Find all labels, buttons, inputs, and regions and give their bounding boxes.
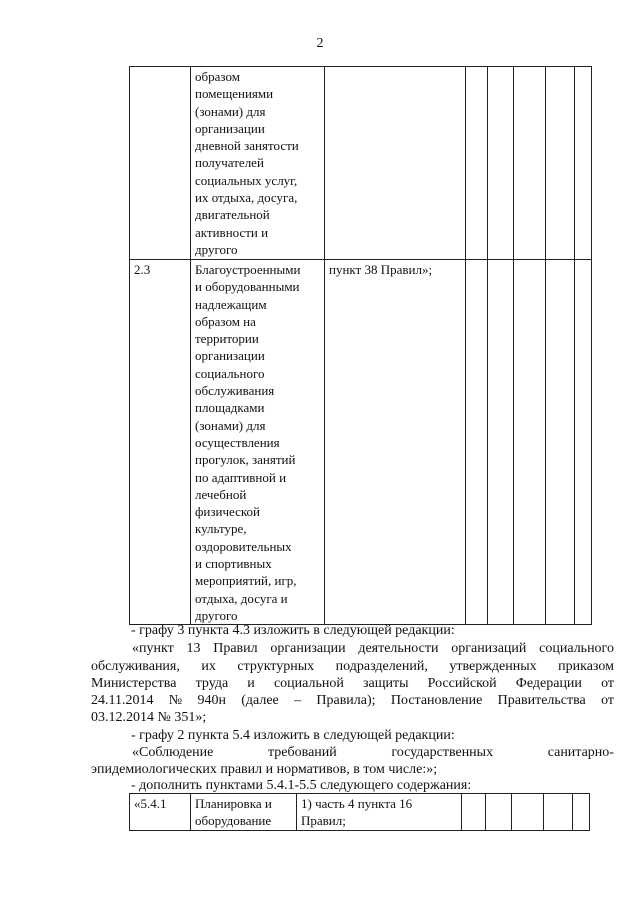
cell-line: двигательной (195, 207, 270, 223)
cell-line: организации (195, 120, 265, 136)
cell-line: по адаптивной и (195, 469, 287, 485)
cell-line: организации (195, 348, 265, 364)
cell-line: (зонами) для (195, 417, 266, 433)
cell-line: физической (195, 504, 260, 520)
word: (далее (241, 693, 279, 708)
word: их (201, 659, 216, 674)
cell-line: осуществления (195, 434, 280, 450)
empty-cell (514, 67, 546, 260)
cell-line: (зонами) для (195, 103, 266, 119)
row-number-cell: «5.4.1 (130, 794, 191, 831)
word: Правительства (497, 693, 586, 708)
word: 13 (186, 641, 201, 656)
cell-line: оборудование (195, 813, 272, 829)
cell-line: оздоровительных (195, 538, 292, 554)
paragraph-quote2-line-2: эпидемиологических правил и нормативов, в том числе:»; (91, 762, 438, 777)
cell-line: Планировка и (195, 796, 272, 811)
cell-line: другого (195, 607, 238, 623)
word: № (168, 693, 183, 708)
cell-line: другого (195, 241, 238, 257)
word: – (294, 693, 302, 708)
empty-cell (462, 794, 486, 831)
cell-line: социального (195, 365, 265, 381)
cell-line: лечебной (195, 486, 247, 502)
word: организации (270, 641, 346, 656)
word: 940н (197, 693, 226, 708)
word: подразделений, (335, 659, 428, 674)
word: социальной (273, 676, 344, 691)
paragraph-quote2-line-1 (91, 744, 614, 761)
word: Постановление (390, 693, 483, 708)
cell-line: и спортивных (195, 556, 272, 572)
empty-cell (546, 260, 575, 625)
word: требований (268, 745, 337, 760)
row-number-cell (130, 67, 191, 260)
paragraph-amend-5-4: - графу 2 пункта 5.4 изложить в следующей редакции: (131, 728, 455, 743)
empty-cell (514, 260, 546, 625)
word: Правила); (316, 693, 376, 708)
empty-cell (466, 67, 488, 260)
cell-line: Благоустроенными (195, 262, 301, 277)
word: организаций (451, 641, 527, 656)
criterion-description-cell (191, 260, 325, 625)
cell-line: территории (195, 331, 259, 347)
table-row (130, 794, 590, 831)
word: государственных (391, 745, 494, 760)
empty-cell (488, 260, 514, 625)
empty-cell (512, 794, 544, 831)
page-number: 2 (316, 36, 324, 51)
word: санитарно- (547, 745, 614, 760)
word: от (601, 676, 614, 691)
word: труда (195, 676, 229, 691)
paragraph-quote-line-2 (91, 658, 614, 675)
indicators-table (129, 66, 592, 625)
word: деятельности (358, 641, 439, 656)
legal-basis-cell: пункт 38 Правил»; (325, 260, 466, 625)
word: Министерства (91, 676, 177, 691)
paragraph-quote-line-5: 03.12.2014 № 351»; (91, 710, 207, 725)
additions-table (129, 793, 590, 831)
cell-line: мероприятий, игр, (195, 573, 297, 589)
word: Федерации (515, 676, 582, 691)
table-row (130, 67, 592, 260)
criterion-description-cell (191, 67, 325, 260)
paragraph-quote-line-3 (91, 675, 614, 692)
cell-line: их отдыха, досуга, (195, 190, 298, 206)
word: Российской (427, 676, 497, 691)
cell-line: обслуживания (195, 383, 275, 399)
criterion-description-cell (191, 794, 297, 831)
word: «Соблюдение (132, 745, 214, 760)
cell-line: образом (195, 69, 240, 84)
cell-line: надлежащим (195, 296, 267, 312)
paragraph-quote-line-1 (91, 640, 614, 657)
cell-line: образом на (195, 313, 256, 329)
cell-line: площадками (195, 400, 265, 416)
word: утвержденных (449, 659, 537, 674)
cell-line: получателей (195, 155, 264, 171)
empty-cell (544, 794, 573, 831)
cell-line: отдыха, досуга и (195, 590, 288, 606)
cell-line: социальных услуг, (195, 172, 298, 188)
paragraph-add-items: - дополнить пунктами 5.4.1-5.5 следующего содержания: (131, 778, 472, 793)
word: «пункт (132, 641, 174, 656)
word: структурных (237, 659, 315, 674)
cell-line: помещениями (195, 86, 274, 102)
empty-cell (575, 260, 592, 625)
cell-line: Правил; (301, 813, 346, 829)
word: социального (539, 641, 614, 656)
empty-cell (575, 67, 592, 260)
cell-line: дневной занятости (195, 138, 299, 154)
cell-line: культуре, (195, 521, 247, 537)
cell-line: прогулок, занятий (195, 452, 296, 468)
legal-basis-cell (325, 67, 466, 260)
cell-line: активности и (195, 224, 269, 240)
word: 24.11.2014 (91, 693, 154, 708)
word: Правил (213, 641, 258, 656)
word: обслуживания, (91, 659, 180, 674)
legal-basis-cell (297, 794, 462, 831)
empty-cell (486, 794, 512, 831)
word: от (601, 693, 614, 708)
cell-line: 1) часть 4 пункта 16 (301, 796, 413, 811)
paragraph-amend-4-3: - графу 3 пункта 4.3 изложить в следующей редакции: (131, 623, 455, 638)
word: защиты (362, 676, 409, 691)
cell-line: и оборудованными (195, 279, 300, 295)
table-row (130, 260, 592, 625)
paragraph-quote-line-4 (91, 692, 614, 709)
empty-cell (488, 67, 514, 260)
row-number-cell: 2.3 (130, 260, 191, 625)
empty-cell (546, 67, 575, 260)
empty-cell (573, 794, 590, 831)
empty-cell (466, 260, 488, 625)
word: и (247, 676, 255, 691)
word: приказом (558, 659, 614, 674)
